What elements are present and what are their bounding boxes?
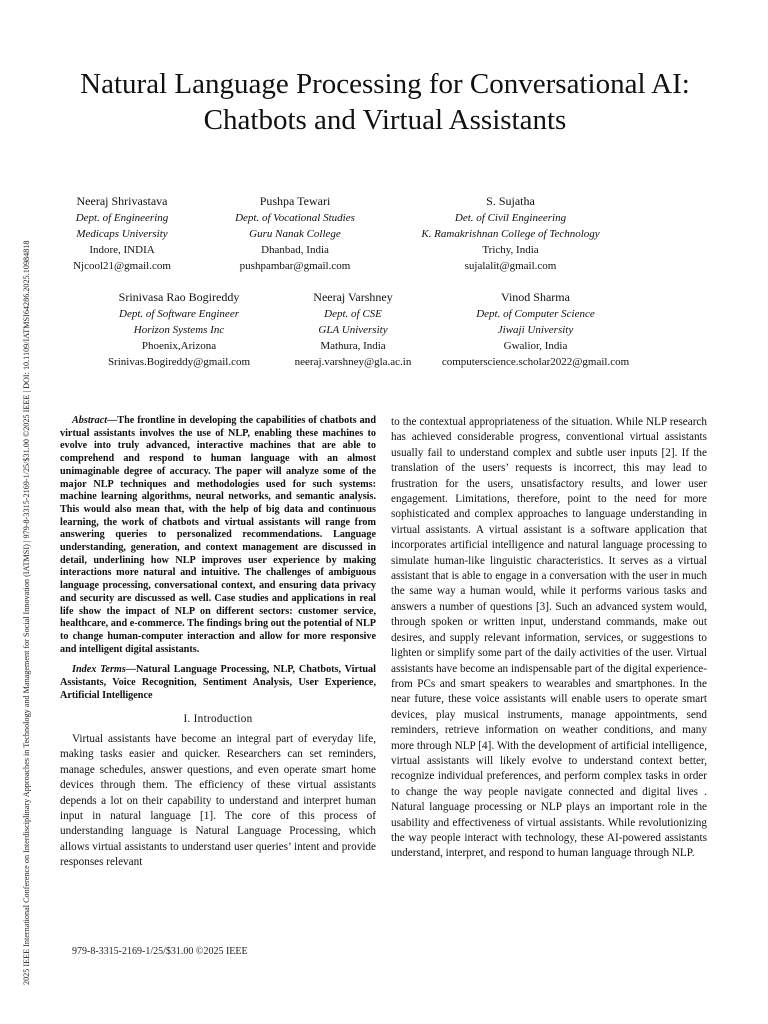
author-email: Njcool21@gmail.com [73, 260, 171, 272]
author-email: computerscience.scholar2022@gmail.com [441, 356, 630, 368]
author-block [428, 289, 643, 370]
author-org: Jiwaji University [497, 324, 574, 336]
author-name: S. Sujatha [486, 194, 535, 208]
author-location: Trichy, India [482, 244, 539, 256]
author-org: GLA University [318, 324, 388, 336]
author-block [283, 289, 423, 370]
index-terms-label: Index Terms [72, 664, 126, 676]
author-location: Phoenix,Arizona [141, 340, 217, 352]
author-location: Gwalior, India [503, 340, 568, 352]
abstract-text: —The frontline in developing the capabilities of chatbots and virtual assistants involves the use of NLP, enabling these machines to evolve into truly advanced, interactive machines that are able to comprehend and respond to human language with an almost unimaginable degree of accuracy. The paper will analyze some of the major NLP techniques and methodologies used for such systems: machine learning algorithms, neural networks, and semantic analysis. This would also mean that, with the help of big data and continuous learning, the work of chatbots and virtual assistants will range from answering queries to personalized recommendations. Language understanding, generation, and context management are discussed in detail, underlining how NLP improves user experience by making interactions more natural and intuitive. The challenges of ambiguous language processing, conversational context, and ensuring data privacy and security are discussed as well. Case studies and applications in real life show the impact of NLP on different sectors: customer service, healthcare, and e-commerce. The findings bring out the potential of NLP to change human-computer interaction and allow for more responsive and intelligent digital assistants. [60, 415, 376, 655]
author-block [94, 289, 264, 370]
author-name: Vinod Sharma [501, 290, 570, 304]
author-name: Neeraj Varshney [313, 290, 393, 304]
author-org: Horizon Systems Inc [133, 324, 225, 336]
author-dept: Dept. of Computer Science [476, 308, 595, 320]
footer-copyright: 979-8-3315-2169-1/25/$31.00 ©2025 IEEE [72, 946, 248, 957]
author-dept: Dept. of Vocational Studies [235, 212, 355, 224]
author-dept: Dept. of Software Engineer [119, 308, 239, 320]
title-line-1: Natural Language Processing for Conversational AI: [80, 68, 690, 100]
index-terms-text: —Natural Language Processing, NLP, Chatbots, Virtual Assistants, Voice Recognition, Sentiment Analysis, User Experience, Artificial Intelligence [60, 664, 376, 701]
author-email: neeraj.varshney@gla.ac.in [294, 356, 412, 368]
author-dept: Dept. of Engineering [75, 212, 169, 224]
author-email: sujalalit@gmail.com [464, 260, 557, 272]
author-location: Dhanbad, India [261, 244, 329, 256]
intro-paragraph-left: Virtual assistants have become an integral part of everyday life, making tasks easier and quicker. Researchers can set reminders, manage schedules, answer questions, and even operate smart home devices through them. The efficiency of these virtual assistants depends a lot on their capability to understand and interpret human input in natural language [1]. The core of this process of understanding language is Natural Language Processing, which allows virtual assistants to understand user queries’ intent and provide responses relevant [60, 732, 376, 869]
author-email: pushpambar@gmail.com [239, 260, 351, 272]
left-column [60, 415, 376, 871]
copyright-side-note: 2025 IEEE International Conference on Interdisciplinary Approaches in Technology and Management for Social Innovation (IATMSI) | 979-8-3315-2169-1/25/$31.00 ©2025 IEEE | DOI: 10.1109/IATMSI64286.2025.10984818 [22, 240, 31, 985]
right-column [391, 415, 707, 862]
author-location: Mathura, India [320, 340, 386, 352]
author-block [220, 193, 370, 274]
author-name: Pushpa Tewari [259, 194, 331, 208]
author-email: Srinivas.Bogireddy@gmail.com [107, 356, 251, 368]
intro-paragraph-right: to the contextual appropriateness of the situation. While NLP research has achieved considerable progress, conventional virtual assistants usually fail to understand complex and subtle user inputs [2]. If the translation of the users’ requests is incorrect, this may lead to frustration for the users, unsatisfactory results, and lower user engagement. Limitations, therefore, point to the need for more sophisticated and complex approaches to language understanding in virtual assistants. A virtual assistant is a software application that incorporates artificial intelligence and natural language processing to simulate human-like linguistic characteristics. It serves as a virtual assistant that is able to engage in a conversation with the user in much the same way a human would, while it performs various tasks and answers a number of questions [3]. Such an advanced system would, through spoken or written input, understand commands, make out desires, and supply relevant information, services, or suggestions to lighten or simplify some part of the daily activities of the user. Virtual assistants have become an indispensable part of the digital experience-from PCs and smart speakers to wearables and smartphones. In the near future, these voice assistants will enable users to operate smart devices, play musical instruments, manage appointments, send reminders, retrieve information on weather conditions, and many more through NLP [4]. With the development of artificial intelligence, virtual assistants will likely evolve to understand context better, recognize individual preferences, and perform complex tasks in order to change the way people navigate connected and digital lives . Natural language processing or NLP plays an important role in the usability and effectiveness of virtual assistants. While revolutionizing the way people interact with technology, these AI-powered assistants understand, interpret, and respond to human language through NLP. [391, 416, 707, 860]
author-dept: Det. of Civil Engineering [454, 212, 567, 224]
abstract [60, 415, 376, 656]
title-line-2: Chatbots and Virtual Assistants [203, 104, 567, 136]
author-name: Srinivasa Rao Bogireddy [118, 290, 240, 304]
author-name: Neeraj Shrivastava [76, 194, 168, 208]
author-dept: Dept. of CSE [324, 308, 382, 320]
index-terms [60, 664, 376, 702]
author-org: Guru Nanak College [249, 228, 341, 240]
section-heading: I. Introduction [183, 713, 253, 726]
author-location: Indore, INDIA [89, 244, 155, 256]
paper-title [40, 66, 730, 138]
author-block [403, 193, 618, 274]
author-org: K. Ramakrishnan College of Technology [421, 228, 600, 240]
author-org: Medicaps University [76, 228, 168, 240]
abstract-label: Abstract [72, 415, 108, 426]
author-block [62, 193, 182, 274]
